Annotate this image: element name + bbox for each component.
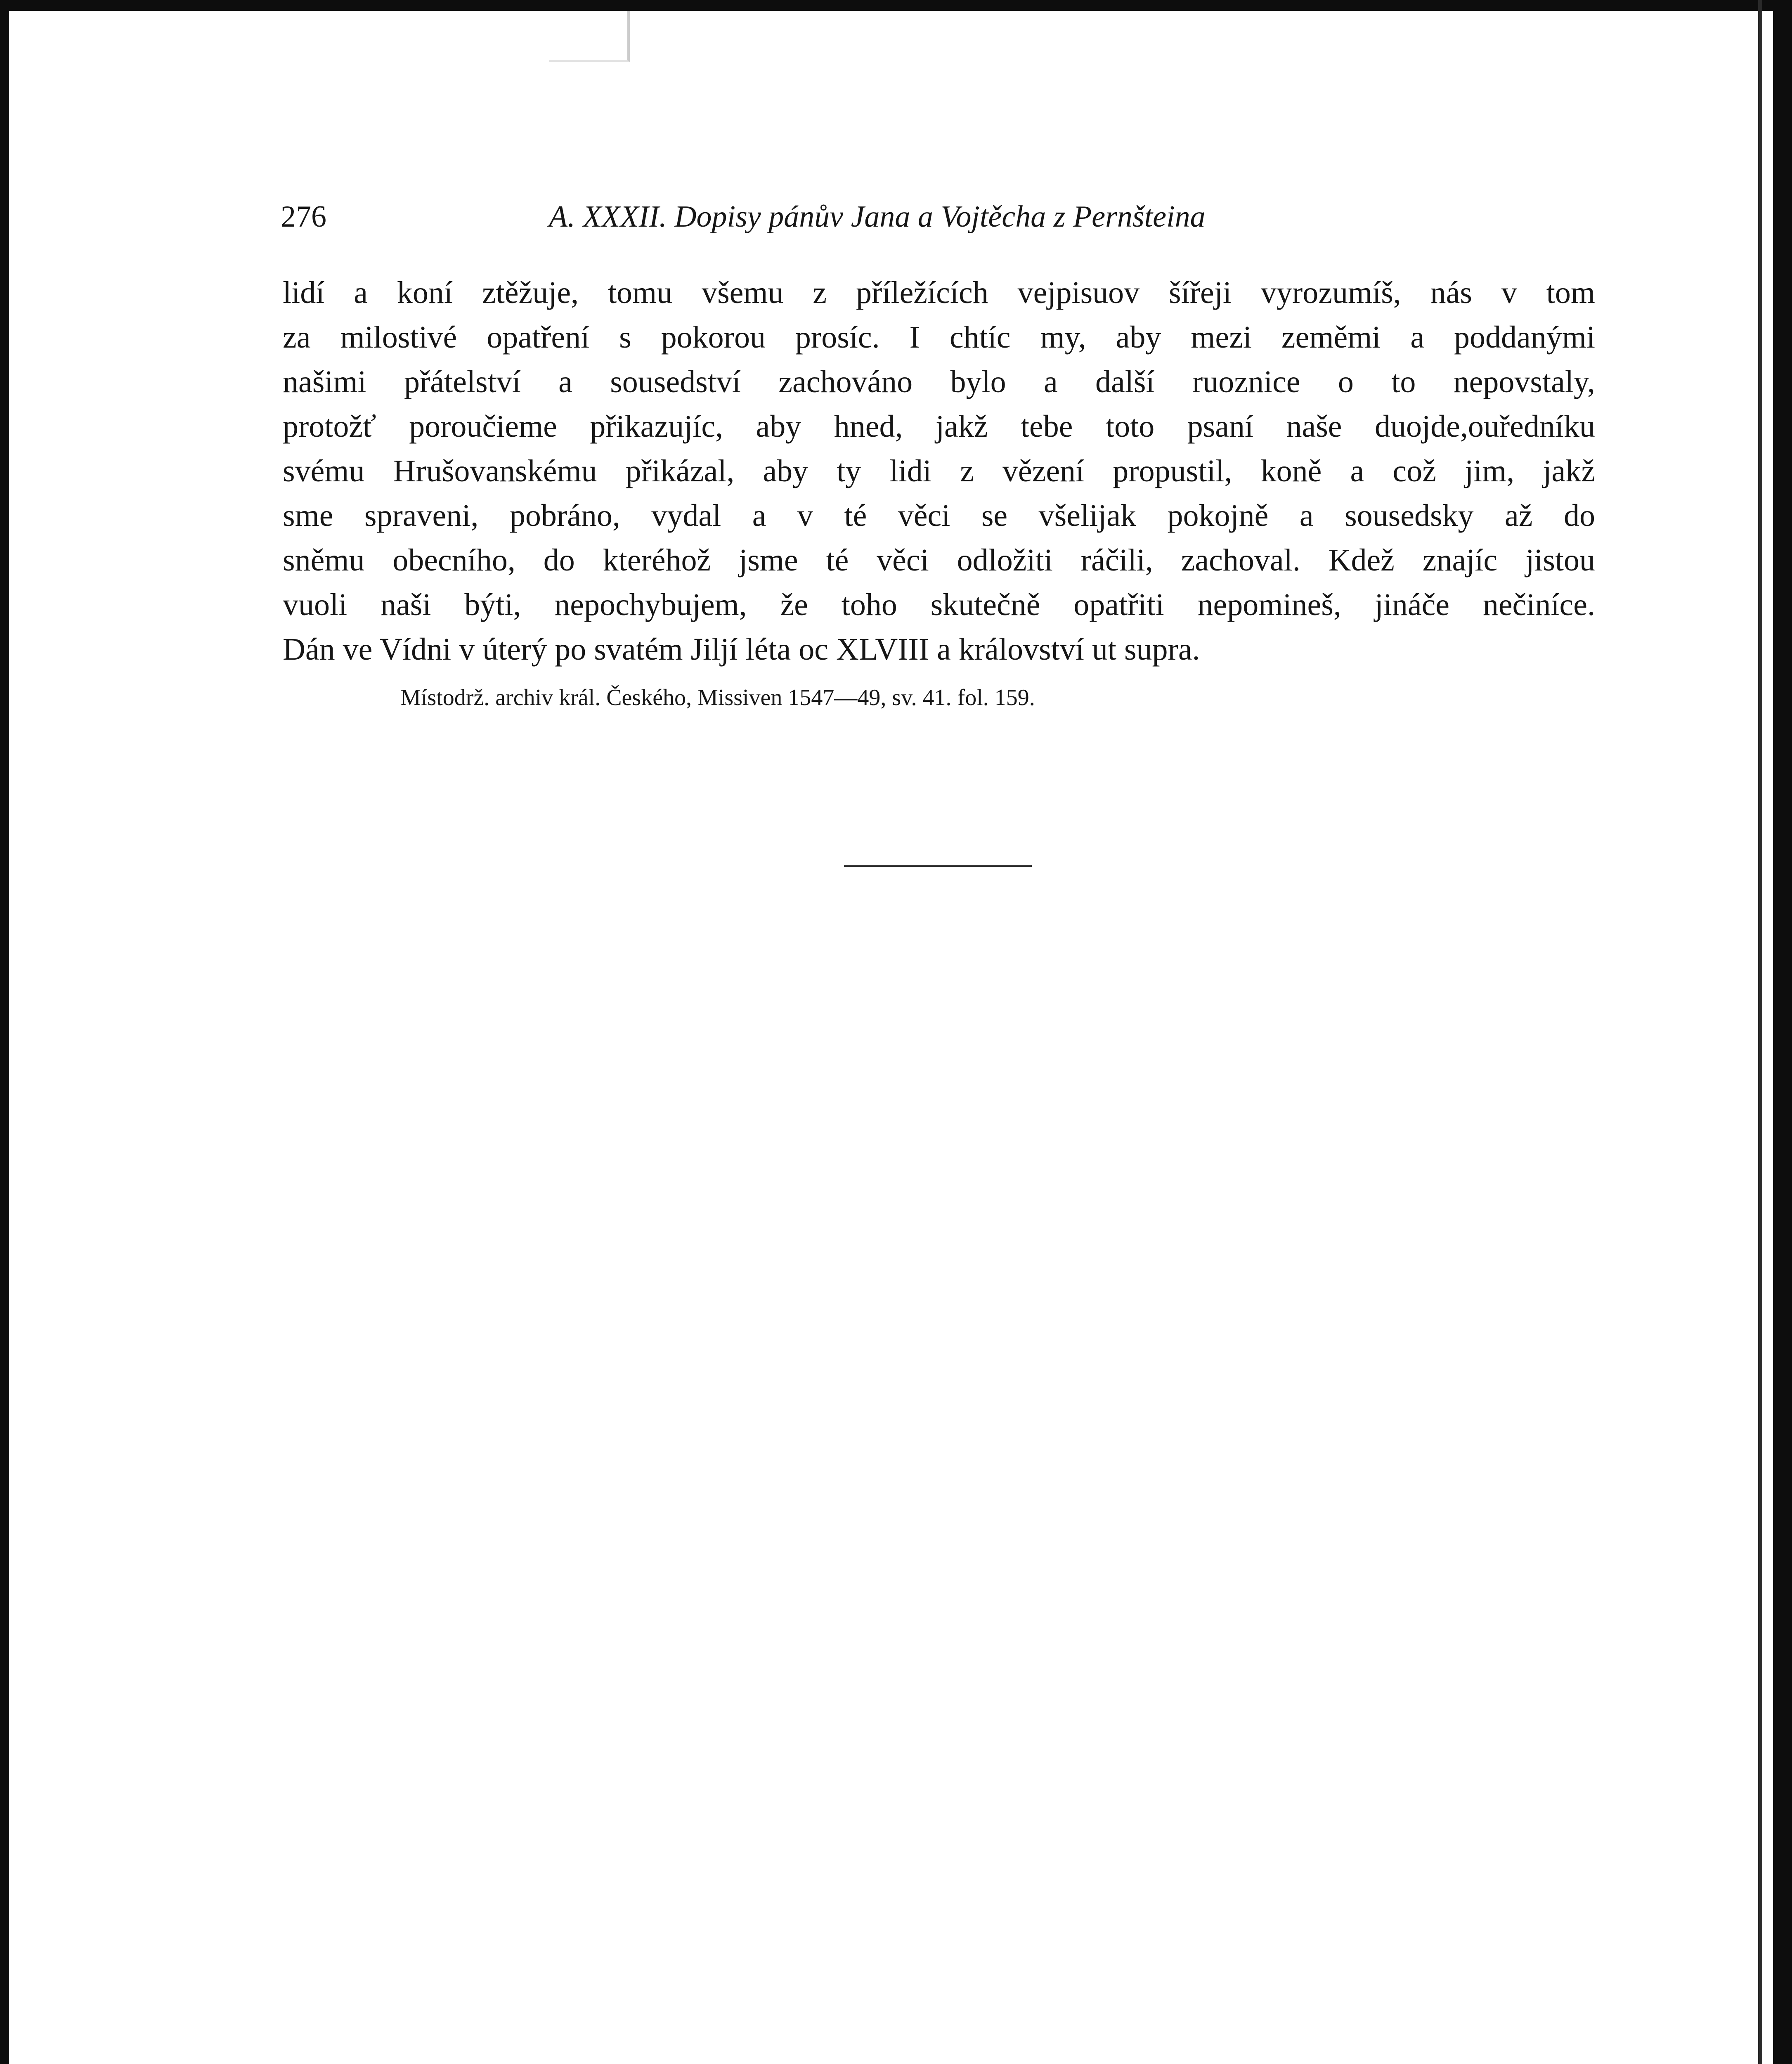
page-header: [281, 194, 1337, 244]
text-line: sme spraveni, pobráno, vydal a v té věci se všelijak pokojně a sousedsky až do: [283, 498, 1595, 533]
scan-border-top: [0, 0, 1792, 11]
text-line: protožť poroučieme přikazujíc, aby hned, jakž tebe toto psaní naše duojde,ouředníku: [283, 409, 1595, 444]
end-rule: [844, 865, 1032, 867]
text-line: vuoli naši býti, nepochybujem, že toho skutečně opatřiti nepomineš, jináče nečiníce.: [283, 587, 1595, 622]
page-number: 276: [281, 200, 326, 234]
text-line: našimi přátelství a sousedství zachováno bylo a další ruoznice o to nepovstaly,: [283, 365, 1595, 399]
body-text: [283, 270, 1595, 672]
running-title: A. XXXII. Dopisy pánův Jana a Vojtěcha z Pernšteina: [549, 200, 1206, 234]
text-line: sněmu obecního, do kteréhož jsme té věci odložiti ráčili, zachoval. Kdež znajíc jistou: [283, 543, 1595, 578]
scan-border-right-inner: [1758, 0, 1762, 2064]
scan-border-right: [1773, 0, 1792, 2064]
text-line: svému Hrušovanskému přikázal, aby ty lidi z vězení propustil, koně a což jim, jakž: [283, 454, 1595, 488]
scan-border-left: [0, 0, 9, 2064]
text-line-last: Dán ve Vídni v úterý po svatém Jiljí léta oc XLVIII a království ut supra.: [283, 632, 1200, 667]
text-line: lidí a koní ztěžuje, tomu všemu z příležících vejpisuov šířeji vyrozumíš, nás v tom: [283, 275, 1595, 310]
text-line: za milostivé opatření s pokorou prosíc. I chtíc my, aby mezi zeměmi a poddanými: [283, 320, 1595, 355]
archive-citation: Místodrž. archiv král. Českého, Missiven 1547—49, sv. 41. fol. 159.: [400, 685, 1035, 710]
scan-artifact-mark: [549, 11, 630, 62]
